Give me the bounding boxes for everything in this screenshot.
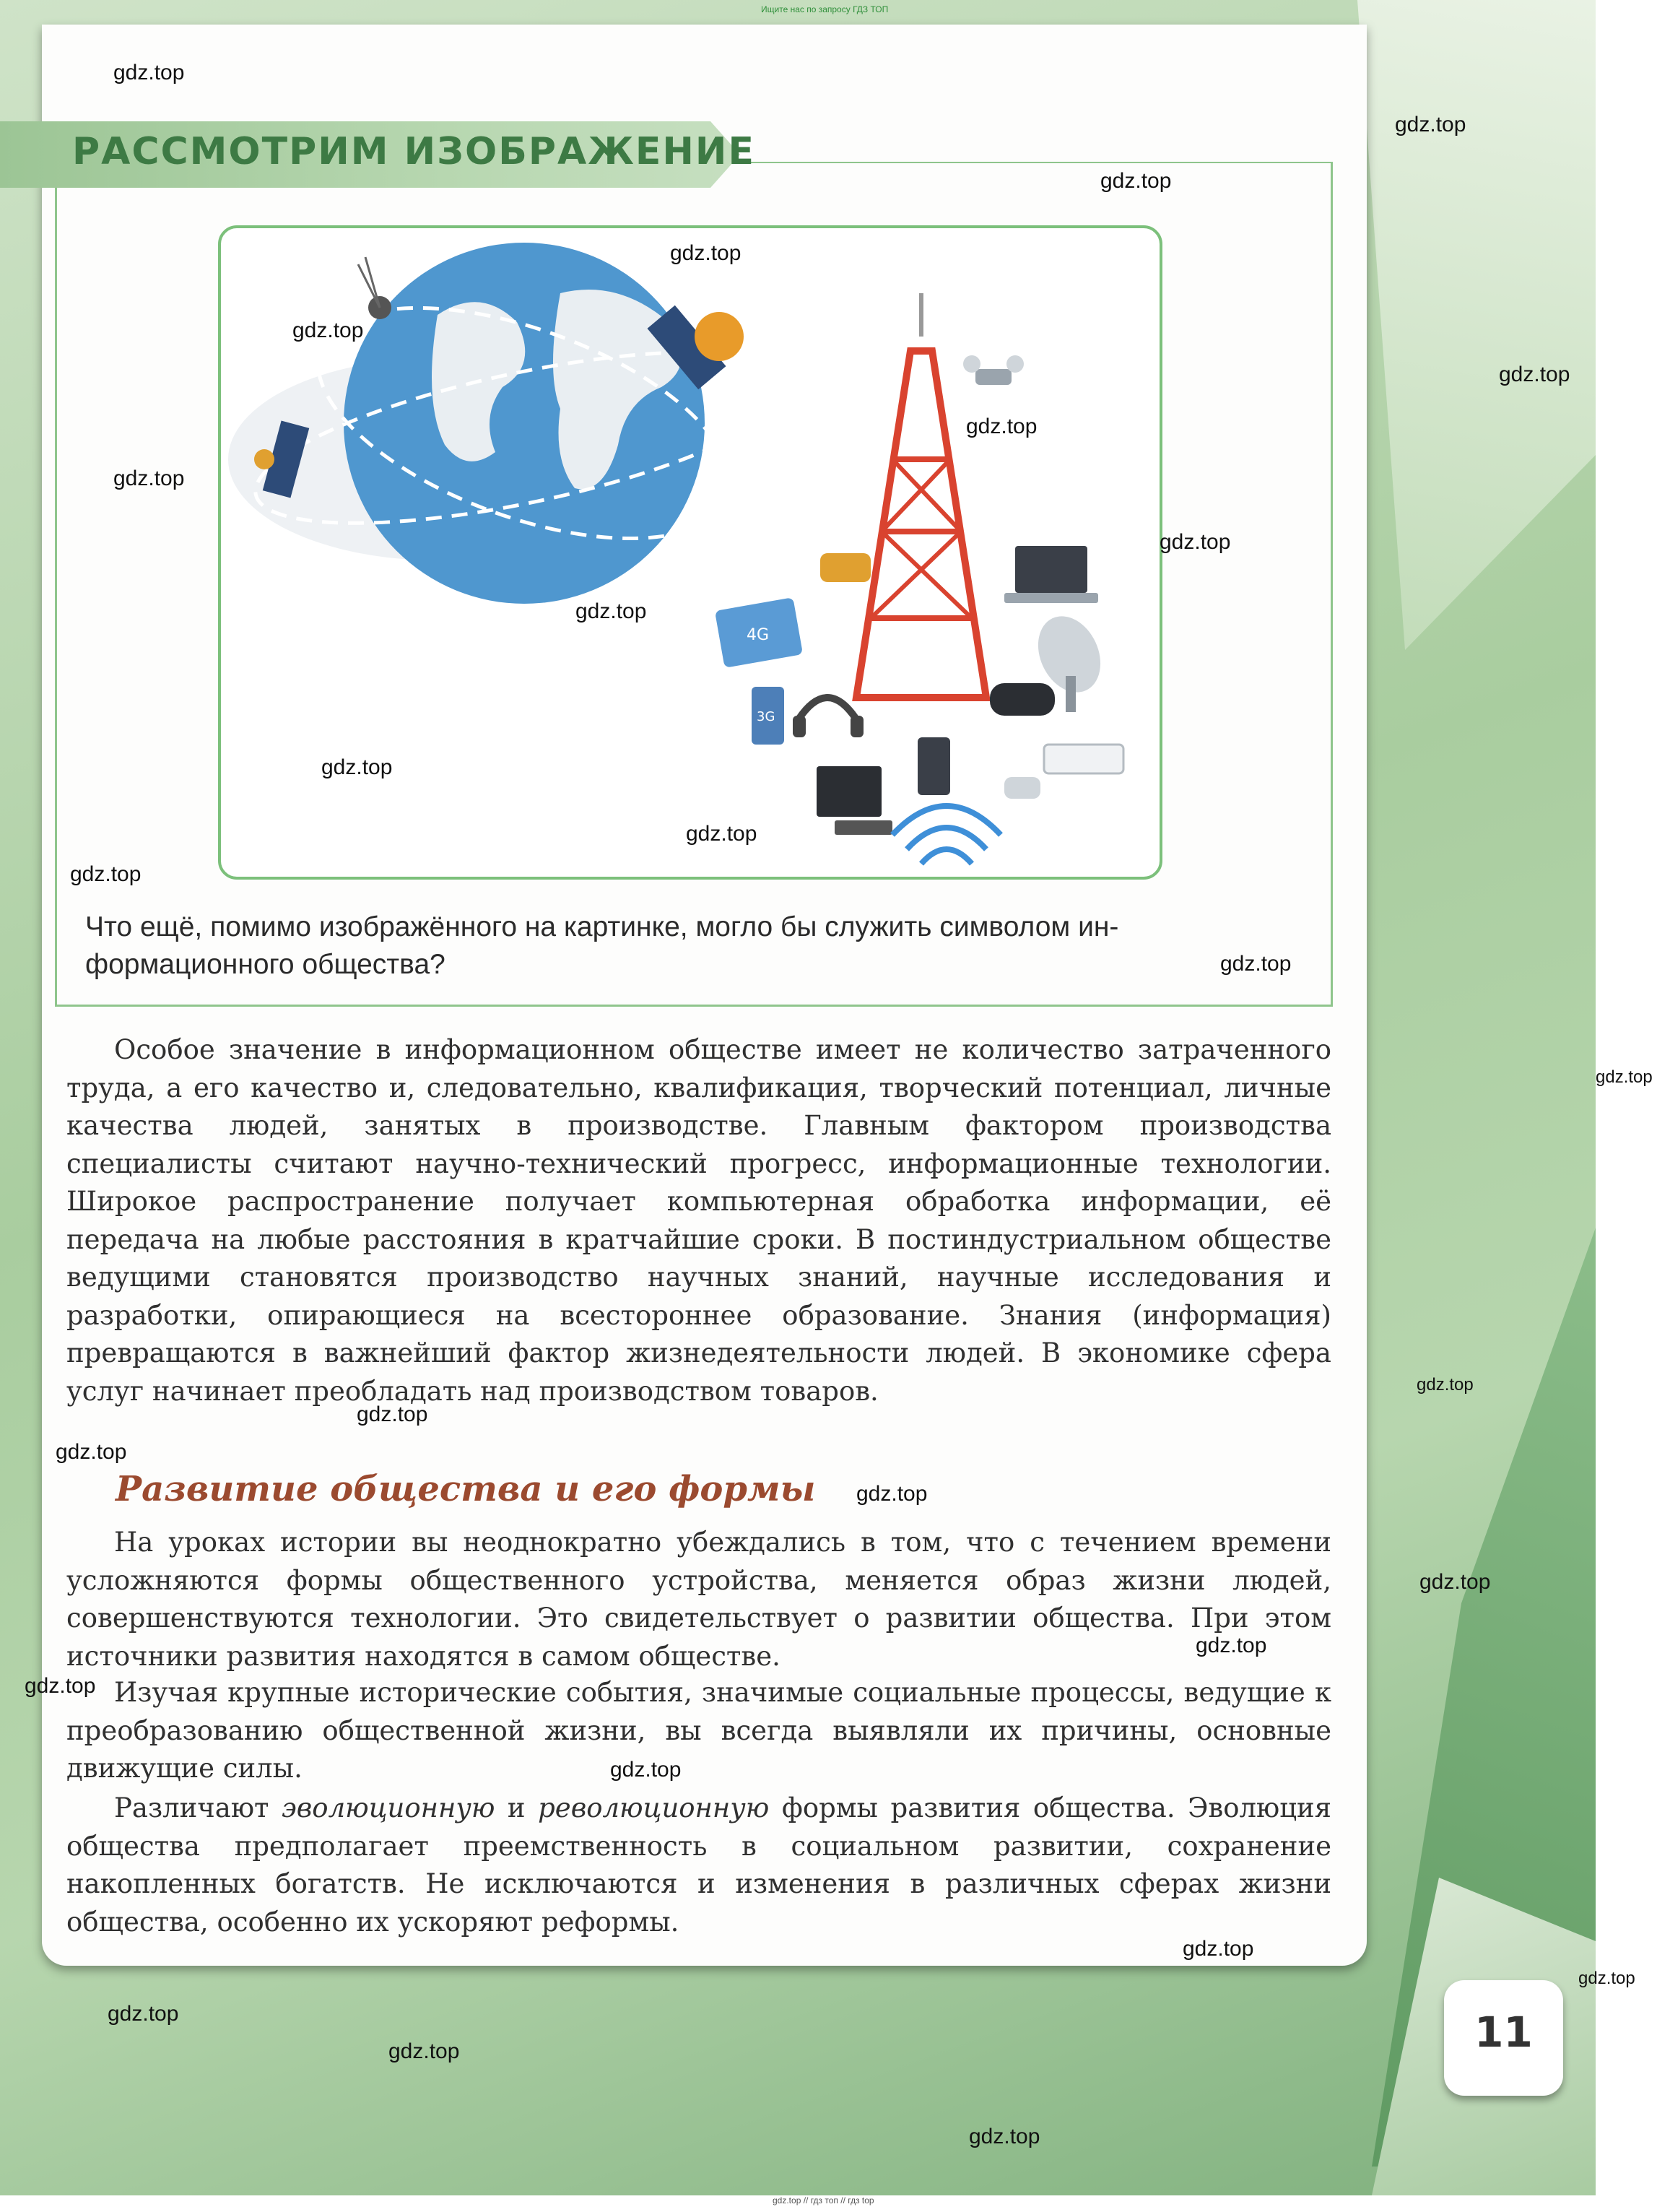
watermark: gdz.top bbox=[113, 467, 185, 490]
tablet-label: 4G bbox=[747, 626, 770, 644]
watermark: gdz.top bbox=[70, 862, 142, 886]
watermark: gdz.top bbox=[113, 61, 185, 84]
paragraph-3: Изучая крупные исторические события, значимые социальные процессы, ведущие к преобразованию общественной жизни, вы всегда выявляли их причины, основные движущие силы. bbox=[66, 1677, 1331, 1784]
box-question: Что ещё, помимо изображённого на картинке, могло бы служить символом ин-формационного общества? bbox=[85, 911, 1119, 980]
router-icon bbox=[1044, 745, 1123, 773]
headphones-icon bbox=[793, 698, 864, 737]
drone-icon bbox=[963, 355, 1024, 385]
laptop-icon bbox=[1004, 546, 1098, 603]
watermark: gdz.top bbox=[108, 2002, 179, 2026]
security-camera-icon bbox=[1004, 777, 1040, 799]
watermark: gdz.top bbox=[575, 599, 647, 623]
top-watermark: Ищите нас по запросу ГДЗ ТОП bbox=[761, 4, 889, 14]
watermark: gdz.top bbox=[610, 1758, 682, 1782]
watermark: gdz.top bbox=[1220, 952, 1292, 976]
term-revolutionary: революционную bbox=[538, 1792, 770, 1823]
watermark: gdz.top bbox=[388, 2039, 460, 2063]
phone-icon bbox=[752, 687, 784, 745]
watermark: gdz.top bbox=[1196, 1634, 1267, 1657]
watermark: gdz.top bbox=[1578, 1969, 1635, 1988]
watermark: gdz.top bbox=[686, 822, 757, 846]
paragraph-4 bbox=[66, 1790, 1331, 1941]
watermark: gdz.top bbox=[856, 1482, 928, 1506]
watermark: gdz.top bbox=[321, 755, 393, 779]
watermark: gdz.top bbox=[670, 241, 742, 265]
paragraph-1: Особое значение в информационном обществе имеет не количество затраченного труда, а его качество и, следовательно, квалификация, творческий потенциал, личные качества людей, занятых в производстве. Главным фактором производства специалисты считают научно-технический прогресс, информационные технологии. Широкое распространение получает компьютерная обработка информации, её передача на любые расстояния в кратчайшие сроки. В постиндустриальном обществе ведущими становятся производство научных знаний, научные исследования и разработки, опирающиеся на всестороннее образование. Знания (информация) превращаются в важнейший фактор жизнедеятельности людей. В экономике сфера услуг начинает преобладать над производством товаров. bbox=[66, 1034, 1331, 1407]
wifi-icon bbox=[892, 806, 1001, 864]
watermark: gdz.top bbox=[25, 1674, 96, 1698]
radio-tower-icon bbox=[856, 293, 986, 698]
watermark: gdz.top bbox=[292, 318, 364, 342]
box-title: РАССМОТРИМ ИЗОБРАЖЕНИЕ bbox=[72, 130, 755, 173]
smartphone-icon bbox=[918, 737, 950, 795]
watermark: gdz.top bbox=[1596, 1067, 1653, 1087]
paragraph-2: На уроках истории вы неоднократно убеждались в том, что с течением времени усложняются формы общественного устройства, меняется образ жизни людей, совершенствуются технологии. Это свидетельствует о развитии общества. При этом источники развития находятся в самом обществе. bbox=[66, 1527, 1331, 1672]
p4-and: и bbox=[507, 1792, 526, 1823]
term-evolutionary: эволюционную bbox=[282, 1792, 495, 1823]
p4-rest: формы развития общества. Эволюция общества предполагает преемственность в социальном развитии, сохранение накопленных богатств. Не исключаются и изменения в различных сферах жизни общества, особенно их ускоряют реформы. bbox=[66, 1792, 1332, 1938]
globe-icon bbox=[344, 243, 705, 604]
smartwatch-icon bbox=[820, 553, 871, 582]
tablet-icon bbox=[715, 597, 803, 668]
monitor-icon bbox=[817, 766, 892, 835]
bottom-watermark: gdz.top // гдз топ // гдз top bbox=[773, 2195, 874, 2206]
watermark: gdz.top bbox=[357, 1402, 428, 1426]
watermark: gdz.top bbox=[966, 415, 1038, 438]
section-heading: Развитие общества и его формы bbox=[116, 1469, 816, 1509]
watermark: gdz.top bbox=[1419, 1570, 1491, 1594]
gamepad-icon bbox=[990, 683, 1055, 716]
watermark: gdz.top bbox=[56, 1440, 127, 1464]
watermark: gdz.top bbox=[969, 2125, 1040, 2148]
p4-start: Различают bbox=[114, 1792, 269, 1823]
phone-label: 3G bbox=[757, 709, 775, 724]
watermark: gdz.top bbox=[1395, 113, 1466, 136]
watermark: gdz.top bbox=[1499, 363, 1570, 386]
watermark: gdz.top bbox=[1183, 1937, 1254, 1961]
watermark: gdz.top bbox=[1160, 530, 1231, 554]
watermark: gdz.top bbox=[1417, 1375, 1474, 1395]
watermark: gdz.top bbox=[1100, 169, 1172, 193]
page-number: 11 bbox=[1474, 2008, 1533, 2057]
